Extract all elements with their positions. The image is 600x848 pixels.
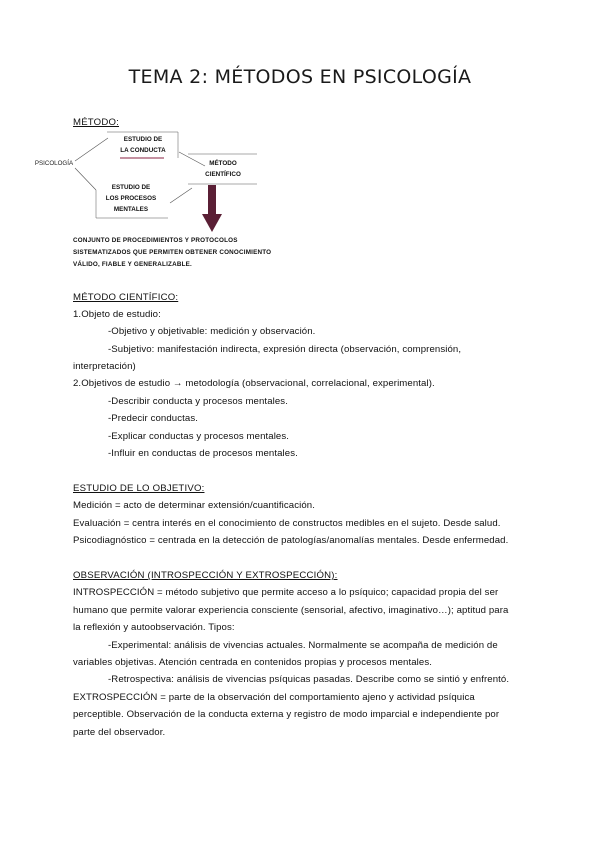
box-conducta-line1: ESTUDIO DE [123, 136, 163, 143]
obs-line: la reflexión y autoobservación. Tipos: [73, 622, 235, 633]
obs-line: variables objetivas. Atención centrada en contenidos propias y procesos mentales. [73, 657, 433, 668]
mc-line: -Subjetivo: manifestación indirecta, expresión directa (observación, comprensión, [108, 344, 462, 355]
eo-line: Evaluación = centra interés en el conocimiento de constructos medibles en el sujeto. Desde salud. [73, 518, 501, 529]
obs-line: -Retrospectiva: análisis de vivencias psíquicas pasadas. Describe como se sintió y enfrentó. [108, 674, 510, 685]
eo-line: Psicodiagnóstico = centrada en la detección de patologías/anomalías mentales. Desde enfermedad. [73, 535, 509, 546]
obs-line: humano que permite valorar experiencia consciente (sensorial, afectivo, imaginativo…); aptitud para [73, 605, 509, 616]
section-heading-metodo: MÉTODO: [73, 117, 119, 128]
diagram-box-metodo [188, 158, 258, 180]
obs-line: INTROSPECCIÓN = método subjetivo que permite acceso a lo psíquico; capacidad propia del ser [73, 587, 499, 598]
mc-line: -Describir conducta y procesos mentales. [108, 396, 288, 407]
big-arrow-shaft [208, 185, 216, 215]
obs-line: perceptible. Observación de la conducta externa y registro de modo imparcial e independiente por [73, 709, 500, 720]
section-heading-estudio-objetivo: ESTUDIO DE LO OBJETIVO: [73, 483, 205, 494]
box-procesos-line3: MENTALES [113, 206, 149, 213]
diagram-psicologia: PSICOLOGÍA [34, 160, 74, 167]
box-procesos-line2: LOS PROCESOS [105, 195, 157, 202]
metodo-caption-1: CONJUNTO DE PROCEDIMIENTOS Y PROTOCOLOS [73, 237, 238, 244]
box-procesos-line1: ESTUDIO DE [111, 184, 151, 191]
diagram-box-procesos [96, 182, 166, 215]
mc-line: interpretación) [73, 361, 136, 372]
mc-line: 1.Objeto de estudio: [73, 309, 161, 320]
obs-line: EXTROSPECCIÓN = parte de la observación del comportamiento ajeno y actividad psíquica [73, 692, 475, 703]
section-heading-metodo-cientifico: MÉTODO CIENTÍFICO: [73, 292, 179, 303]
box-metodo-line1: MÉTODO [209, 160, 237, 167]
mc-line: 2.Objetivos de estudio → metodología (observacional, correlacional, experimental). [73, 378, 435, 389]
obs-line: -Experimental: análisis de vivencias actuales. Normalmente se acompaña de medición de [108, 640, 498, 651]
eo-line: Medición = acto de determinar extensión/cuantificación. [73, 500, 316, 511]
diagram-box-conducta [110, 134, 176, 156]
mc-line: -Influir en conductas de procesos mentales. [108, 448, 298, 459]
box-metodo-line2: CIENTÍFICO [205, 171, 241, 178]
obs-line: parte del observador. [73, 727, 166, 738]
arrow-psicologia-conducta [75, 138, 108, 161]
mc-line: -Predecir conductas. [108, 413, 198, 424]
big-arrow-head [202, 214, 222, 232]
metodo-caption-2: SISTEMATIZADOS QUE PERMITEN OBTENER CONOCIMIENTO [73, 249, 272, 256]
page-title: TEMA 2: MÉTODOS EN PSICOLOGÍA [128, 66, 472, 88]
arrow-psicologia-procesos [75, 168, 96, 190]
box-conducta-line2: LA CONDUCTA [120, 147, 166, 154]
metodo-caption-3: VÁLIDO, FIABLE Y GENERALIZABLE. [73, 261, 192, 268]
mc-line: -Objetivo y objetivable: medición y observación. [108, 326, 316, 337]
arrow-procesos-metodo [170, 188, 192, 203]
section-heading-observacion: OBSERVACIÓN (INTROSPECCIÓN Y EXTROSPECCIÓN): [73, 570, 338, 581]
mc-line: -Explicar conductas y procesos mentales. [108, 431, 290, 442]
